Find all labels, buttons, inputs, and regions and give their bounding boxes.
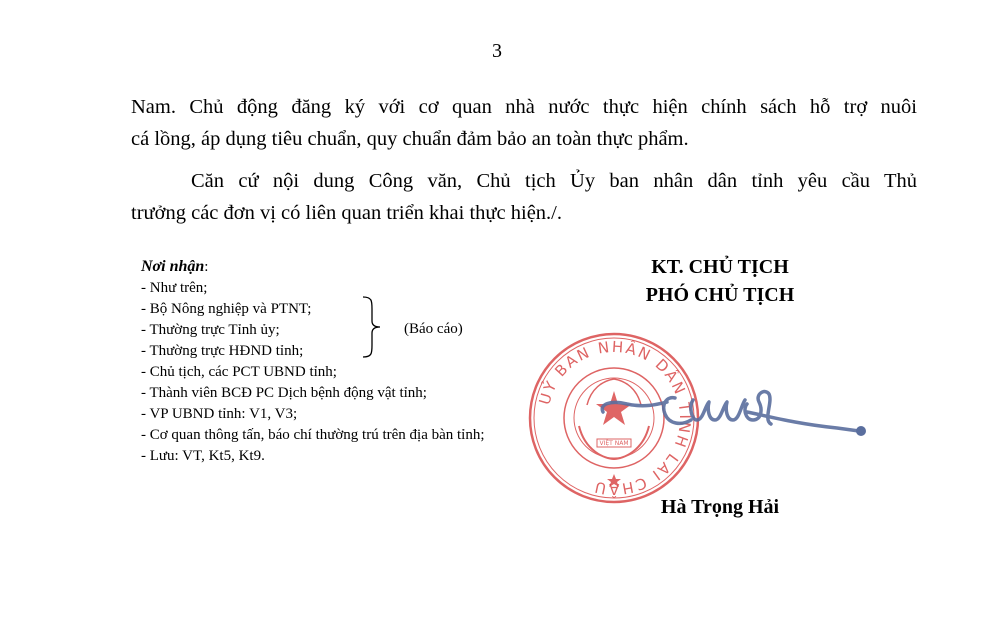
recipients-list (141, 256, 521, 467)
recipient-item: - VP UBND tỉnh: V1, V3; (141, 406, 298, 422)
recipients-heading: Nơi nhận (141, 258, 205, 275)
handwritten-signature (597, 374, 872, 444)
recipients-heading-row (141, 256, 521, 278)
report-note: (Báo cáo) (404, 321, 463, 337)
curly-brace-icon (360, 295, 390, 359)
body-line: Căn cứ nội dung Công văn, Chủ tịch Ủy ban nhân dân tỉnh yêu cầu Thủ (191, 170, 917, 192)
body-paragraph-2 (131, 165, 917, 229)
recipient-item: - Thường trực Tỉnh ủy; (141, 322, 280, 338)
page-number: 3 (492, 40, 502, 62)
body-line: Nam. Chủ động đăng ký với cơ quan nhà nước thực hiện chính sách hỗ trợ nuôi (131, 96, 917, 118)
body-line: cá lồng, áp dụng tiêu chuẩn, quy chuẩn đảm bảo an toàn thực phẩm. (131, 128, 689, 150)
signature-title-line2: PHÓ CHỦ TỊCH (645, 284, 795, 306)
recipient-item: - Thành viên BCĐ PC Dịch bệnh động vật tỉnh; (141, 385, 427, 401)
recipient-item: - Bộ Nông nghiệp và PTNT; (141, 301, 312, 317)
signer-name: Hà Trọng Hải (660, 496, 780, 518)
body-line: trưởng các đơn vị có liên quan triển khai thực hiện./. (131, 202, 563, 224)
recipient-item: - Lưu: VT, Kt5, Kt9. (141, 448, 265, 464)
seal-emblem-text: VIỆT NAM (599, 440, 629, 447)
seal-text: UỶ BAN NHÂN DÂN TỈNH LAI CHÂU (535, 337, 695, 499)
signature-title-line1: KT. CHỦ TỊCH (651, 256, 789, 278)
recipients-heading-colon: : (204, 259, 209, 275)
recipient-item: - Như trên; (141, 280, 208, 296)
body-paragraph-1 (131, 91, 917, 155)
recipient-item: - Chủ tịch, các PCT UBND tỉnh; (141, 364, 337, 380)
recipient-item: - Thường trực HĐND tỉnh; (141, 343, 304, 359)
recipient-item: - Cơ quan thông tấn, báo chí thường trú trên địa bàn tỉnh; (141, 427, 485, 443)
